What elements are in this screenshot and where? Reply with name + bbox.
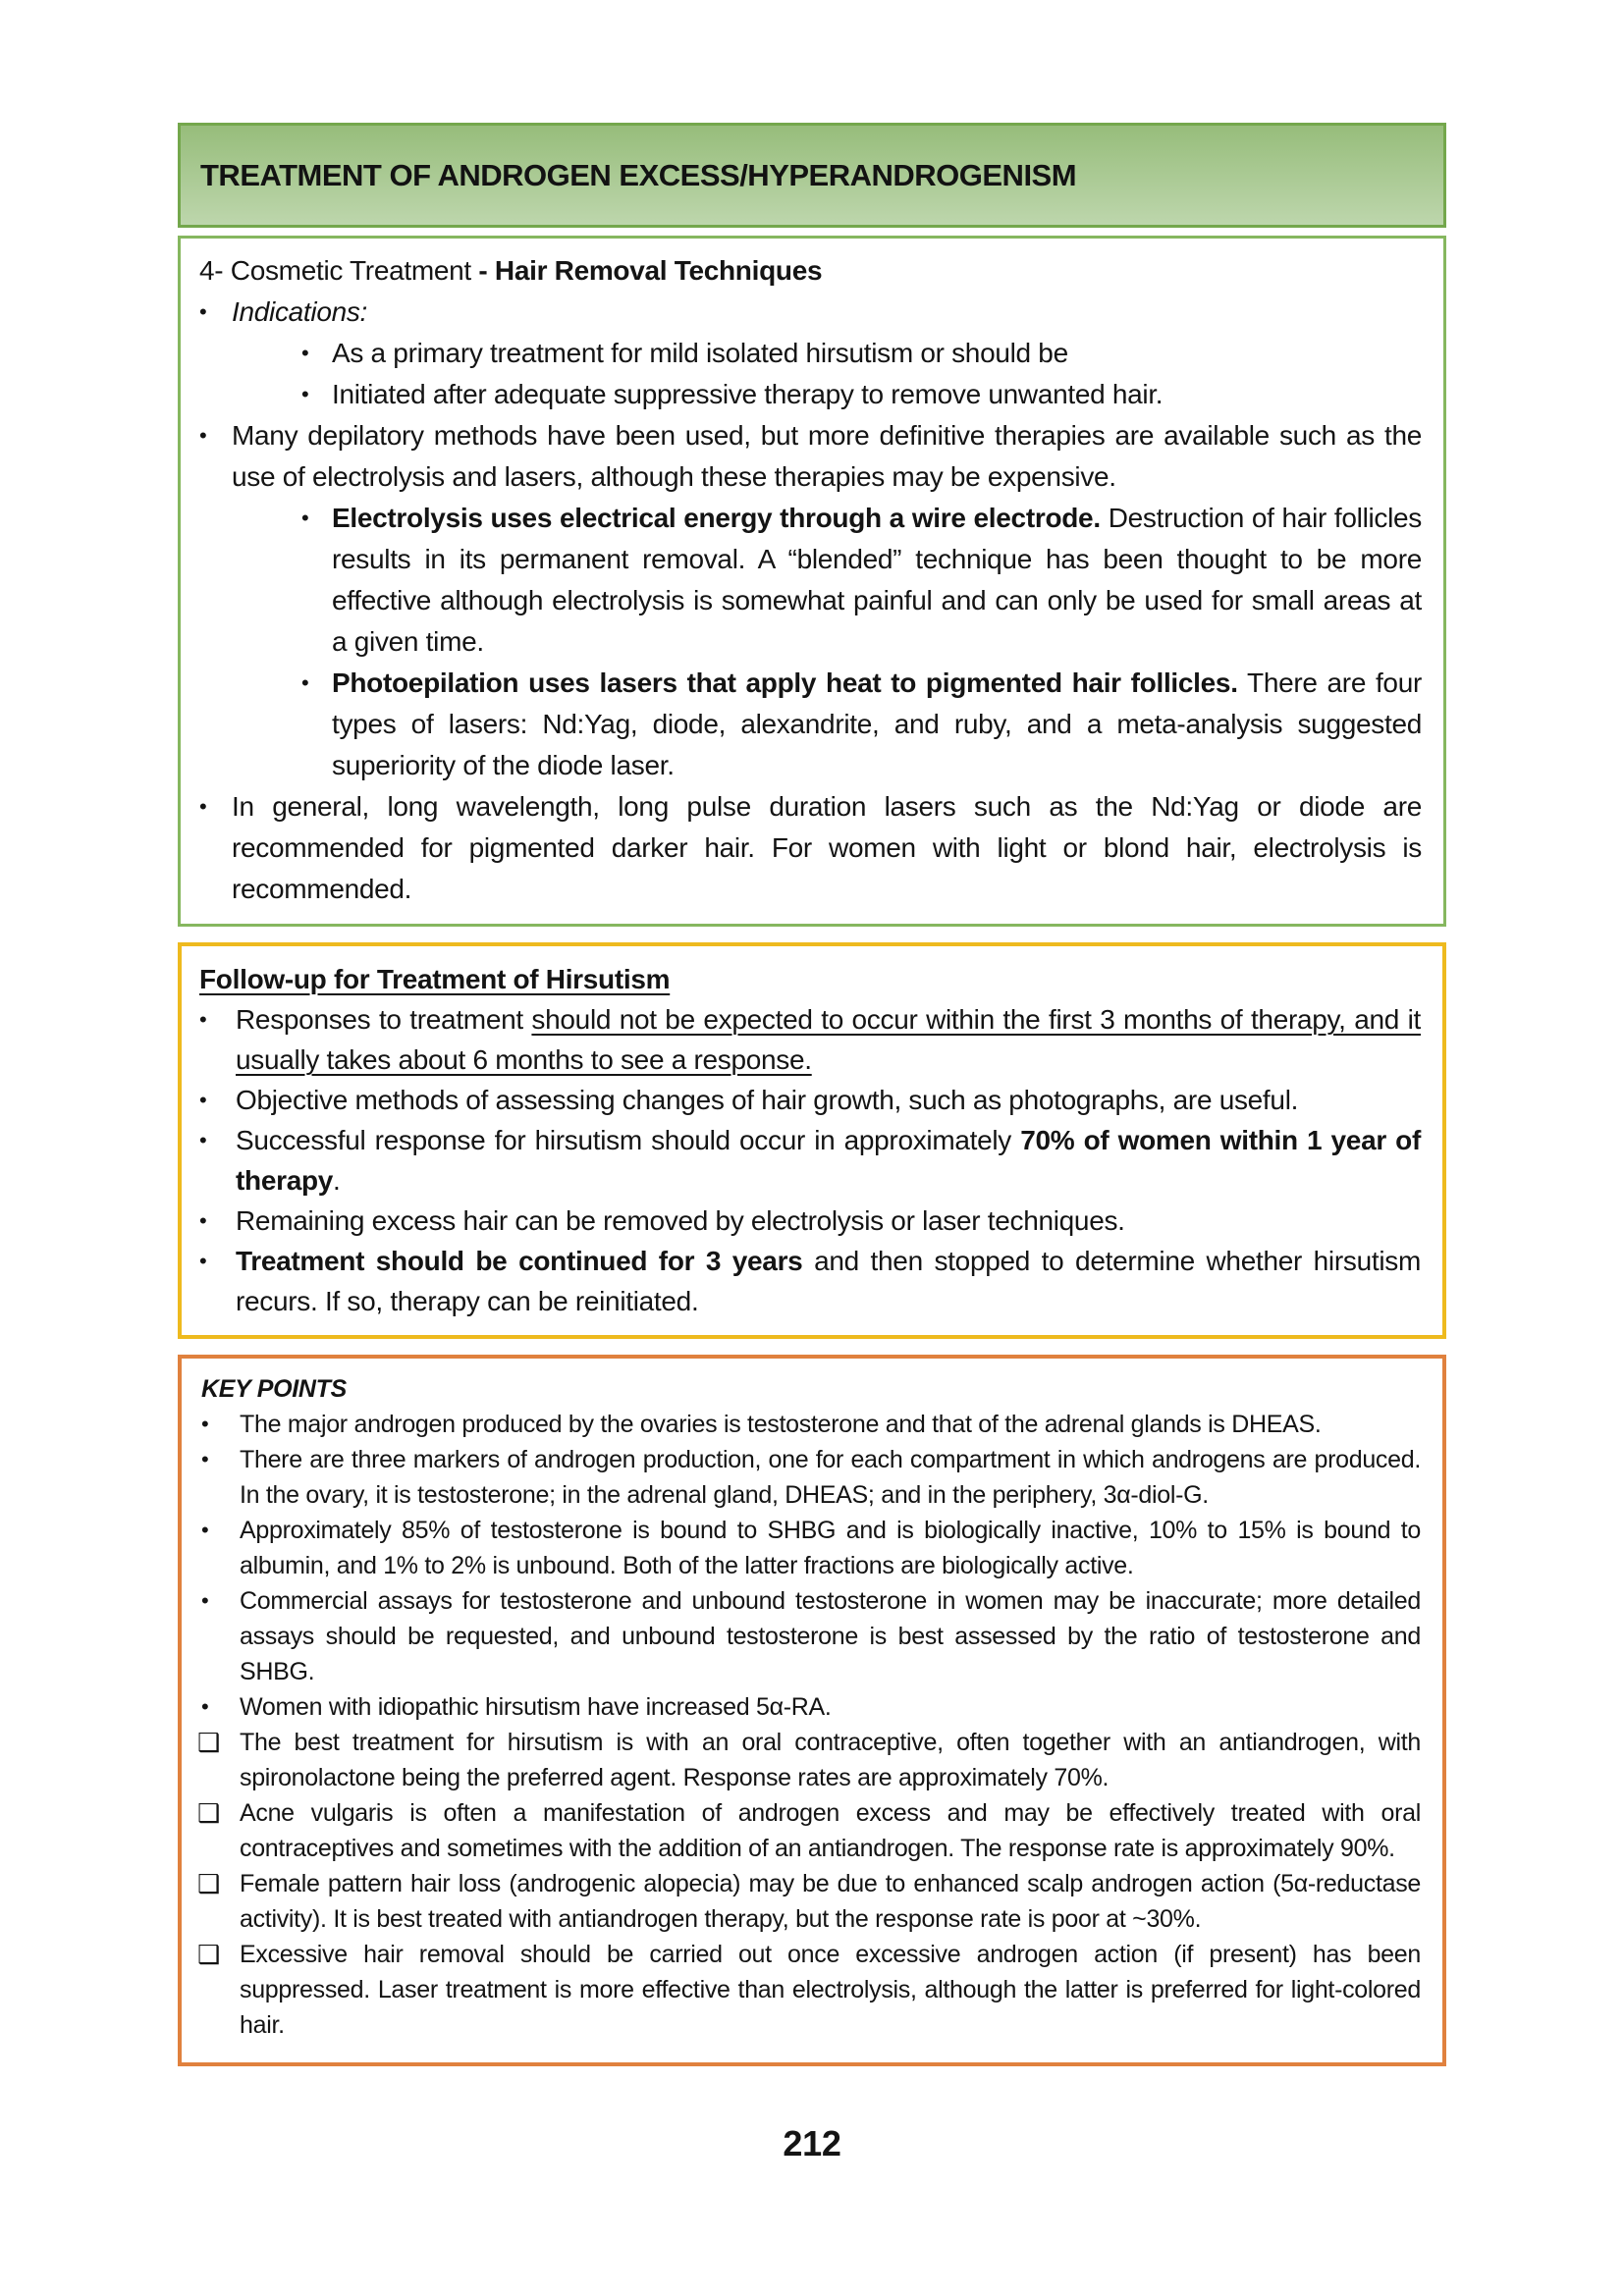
key-points-title	[197, 1371, 1421, 1407]
list-item-text	[240, 1937, 1421, 2043]
text-run: Indications:	[232, 296, 368, 327]
bullet-icon: •	[201, 1412, 209, 1436]
text-run: Women with idiopathic hirsutism have increased 5α-RA.	[240, 1693, 832, 1721]
text-run: KEY POINTS	[201, 1375, 347, 1403]
followup-box	[178, 942, 1446, 1339]
text-run: There are three markers of androgen production, one for each compartment in which androgens are produced. In the ovary, it is testosterone; in the adrenal gland, DHEAS; and in the periphery, 3α-diol-G.	[240, 1446, 1421, 1509]
followup-box-title	[199, 959, 1421, 999]
checkbox-icon: ❑	[197, 1869, 221, 1898]
list-item-text	[240, 1442, 1421, 1513]
bullet-icon: •	[201, 1518, 209, 1542]
checkbox-list-item	[197, 1937, 1421, 2043]
text-run: and then stopped to determine whether hirsutism recurs. If so, therapy can be reinitiated.	[236, 1246, 1421, 1316]
bullet-list-item	[199, 1120, 1421, 1201]
text-run: The major androgen produced by the ovaries is testosterone and that of the adrenal glands is DHEAS.	[240, 1411, 1322, 1438]
list-item-text	[332, 498, 1422, 663]
list-item-text	[232, 292, 1422, 333]
bullet-icon: •	[199, 1007, 207, 1032]
list-item-text	[240, 1583, 1421, 1689]
bullet-list-item	[197, 1407, 1421, 1442]
text-run: Excessive hair removal should be carried out once excessive androgen action (if present) has been suppressed. Laser treatment is more effective than electrolysis, although the latter is preferred for light-colored hair.	[240, 1941, 1421, 2039]
list-item-text	[240, 1689, 1421, 1725]
bullet-icon: •	[201, 1588, 209, 1613]
list-item-text	[236, 1080, 1421, 1120]
followup-bullet-list	[199, 999, 1421, 1321]
bullet-icon: •	[199, 423, 207, 448]
checkbox-list-item	[197, 1866, 1421, 1937]
bullet-list-item	[199, 1241, 1421, 1321]
text-run: There are four types of lasers: Nd:Yag, diode, alexandrite, and ruby, and a meta-analysis suggested superiority of the diode laser.	[332, 667, 1422, 780]
list-item-text	[240, 1513, 1421, 1583]
text-run: The best treatment for hirsutism is with an oral contraceptive, often together with an antiandrogen, with spironolactone being the preferred agent. Response rates are approximately 70%.	[240, 1729, 1421, 1791]
bullet-icon: •	[301, 382, 309, 406]
bullet-list-item	[301, 498, 1422, 663]
text-run: Successful response for hirsutism should occur in approximately	[236, 1125, 1021, 1155]
section-header-banner	[178, 123, 1446, 228]
bullet-list-item	[301, 663, 1422, 786]
checkbox-icon: ❑	[197, 1728, 221, 1757]
list-item-text	[240, 1725, 1421, 1795]
list-item-text	[332, 663, 1422, 786]
bullet-icon: •	[199, 299, 207, 324]
bullet-icon: •	[199, 1249, 207, 1273]
bullet-list-item	[199, 292, 1422, 333]
bullet-list-item	[197, 1442, 1421, 1513]
checkbox-list-item	[197, 1795, 1421, 1866]
bullet-icon: •	[301, 670, 309, 695]
text-run: Photoepilation uses lasers that apply heat to pigmented hair follicles.	[332, 667, 1238, 698]
list-item-text	[232, 786, 1422, 910]
list-item-text	[332, 374, 1422, 415]
list-item-text	[236, 1241, 1421, 1321]
cosmetic-treatment-box	[178, 236, 1446, 927]
list-item-text	[236, 999, 1421, 1080]
section-title: TREATMENT OF ANDROGEN EXCESS/HYPERANDROGENISM	[200, 157, 1077, 192]
bullet-list-item	[199, 1201, 1421, 1241]
bullet-list-item	[199, 786, 1422, 910]
bullet-icon: •	[301, 341, 309, 365]
cosmetic-box-title	[199, 250, 1422, 292]
bullet-list-item	[199, 999, 1421, 1080]
list-item-text	[236, 1201, 1421, 1241]
text-run: Approximately 85% of testosterone is bound to SHBG and is biologically inactive, 10% to 15% is bound to albumin, and 1% to 2% is unbound. Both of the latter fractions are biologically active.	[240, 1517, 1421, 1579]
checkbox-icon: ❑	[197, 1940, 221, 1969]
bullet-icon: •	[201, 1447, 209, 1471]
bullet-list-item	[197, 1513, 1421, 1583]
page-number: 212	[783, 2123, 841, 2163]
text-run: 4- Cosmetic Treatment	[199, 255, 479, 286]
bullet-list-item	[301, 333, 1422, 374]
text-run: Female pattern hair loss (androgenic alopecia) may be due to enhanced scalp androgen action (5α-reductase activity). It is best treated with antiandrogen therapy, but the response rate is poor at ~30%.	[240, 1870, 1421, 1933]
bullet-icon: •	[301, 506, 309, 530]
bullet-list-item	[197, 1689, 1421, 1725]
text-run: In general, long wavelength, long pulse duration lasers such as the Nd:Yag or diode are recommended for pigmented darker hair. For women with light or blond hair, electrolysis is recommended.	[232, 791, 1422, 904]
text-run: .	[333, 1165, 341, 1196]
text-run: Follow-up for Treatment of Hirsutism	[199, 964, 671, 994]
text-run: As a primary treatment for mild isolated hirsutism or should be	[332, 338, 1068, 368]
text-run: should not be expected to occur within the first 3 months of therapy, and it usually takes about 6 months to see a response.	[236, 1004, 1421, 1075]
bullet-icon: •	[199, 1088, 207, 1112]
bullet-icon: •	[201, 1694, 209, 1719]
page-footer	[178, 2123, 1446, 2164]
bullet-list-item	[199, 1080, 1421, 1120]
text-run: - Hair Removal Techniques	[478, 255, 823, 286]
text-run: Objective methods of assessing changes of hair growth, such as photographs, are useful.	[236, 1085, 1299, 1115]
bullet-icon: •	[199, 794, 207, 819]
text-run: Commercial assays for testosterone and unbound testosterone in women may be inaccurate; more detailed assays should be requested, and unbound testosterone is best assessed by the ratio of testosterone and SHBG.	[240, 1587, 1421, 1685]
document-page	[178, 0, 1446, 2164]
text-run: Responses to treatment	[236, 1004, 532, 1035]
list-item-text	[240, 1407, 1421, 1442]
text-run: Remaining excess hair can be removed by electrolysis or laser techniques.	[236, 1205, 1125, 1236]
key-points-list	[197, 1407, 1421, 2043]
bullet-icon: •	[199, 1128, 207, 1152]
bullet-list-item	[301, 374, 1422, 415]
bullet-list-item	[197, 1583, 1421, 1689]
text-run: Electrolysis uses electrical energy through a wire electrode.	[332, 503, 1101, 533]
text-run: Treatment should be continued for 3 years	[236, 1246, 803, 1276]
bullet-list-item	[199, 415, 1422, 498]
list-item-text	[332, 333, 1422, 374]
list-item-text	[240, 1866, 1421, 1937]
cosmetic-bullet-list	[199, 292, 1422, 910]
key-points-box	[178, 1355, 1446, 2066]
list-item-text	[232, 415, 1422, 498]
bullet-icon: •	[199, 1208, 207, 1233]
list-item-text	[236, 1120, 1421, 1201]
checkbox-list-item	[197, 1725, 1421, 1795]
text-run: Acne vulgaris is often a manifestation of androgen excess and may be effectively treated with oral contraceptives and sometimes with the addition of an antiandrogen. The response rate is approximately 90%.	[240, 1799, 1421, 1862]
text-run: Initiated after adequate suppressive therapy to remove unwanted hair.	[332, 379, 1164, 409]
text-run: Destruction of hair follicles results in its permanent removal. A “blended” technique has been thought to be more effective although electrolysis is somewhat painful and can only be used for small areas at a given time.	[332, 503, 1422, 657]
list-item-text	[240, 1795, 1421, 1866]
text-run: Many depilatory methods have been used, but more definitive therapies are available such as the use of electrolysis and lasers, although these therapies may be expensive.	[232, 420, 1422, 492]
checkbox-icon: ❑	[197, 1798, 221, 1828]
text-run: 70% of women within 1 year of therapy	[236, 1125, 1421, 1196]
